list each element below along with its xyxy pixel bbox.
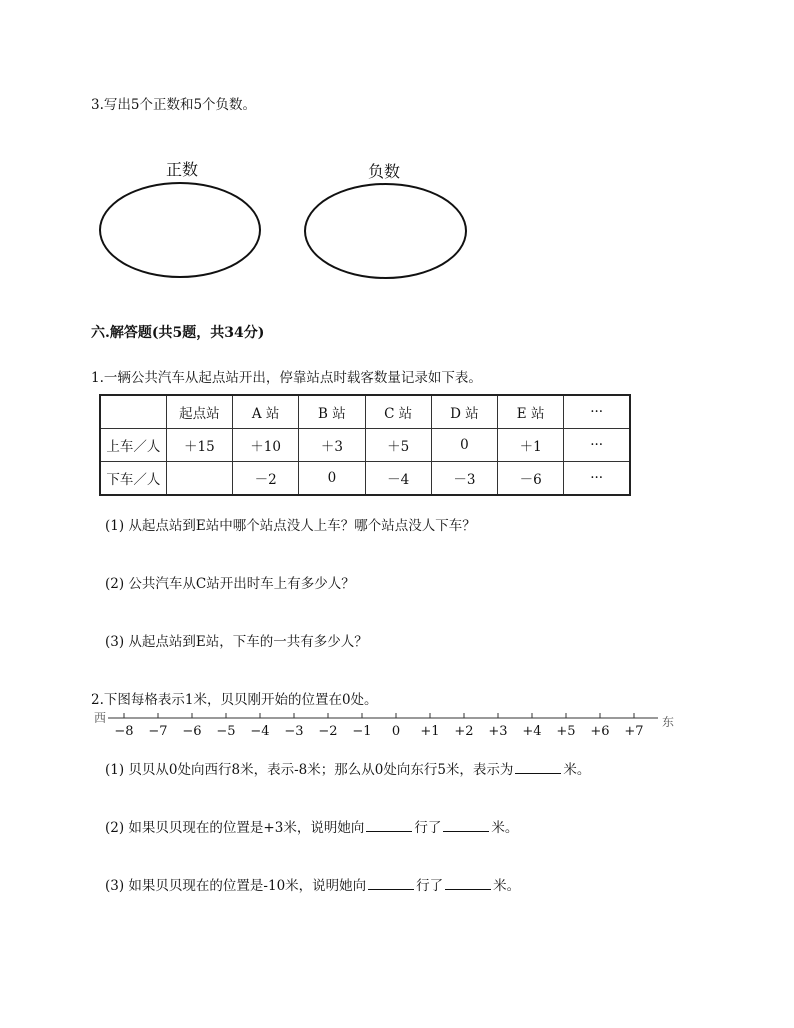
- table-cell: ···: [564, 462, 630, 496]
- problem-1-sub-1: (1) 从起点站到E站中哪个站点没人上车？哪个站点没人下车？: [105, 518, 476, 534]
- problem-2-sub-3-unit: 米。: [493, 878, 521, 894]
- table-cell: 上车／人: [100, 429, 166, 462]
- number-line-tick-label: +2: [454, 724, 474, 739]
- problem-1-sub-3: (3) 从起点站到E站，下车的一共有多少人？: [105, 634, 368, 650]
- table-cell: ···: [564, 395, 630, 429]
- number-line-tick-label: +5: [556, 724, 576, 739]
- table-cell: 起点站: [166, 395, 232, 429]
- number-line-tick-label: +6: [590, 724, 610, 739]
- problem-2-sub-2: [105, 816, 518, 836]
- table-cell: －3: [431, 462, 497, 496]
- number-line-tick-label: −7: [148, 724, 168, 739]
- problem-2-sub-2-mid: 行了: [414, 820, 442, 836]
- table-cell: B 站: [299, 395, 365, 429]
- table-cell: [100, 395, 166, 429]
- number-line-tick-label: −6: [182, 724, 202, 739]
- number-line-tick-label: −8: [114, 724, 134, 739]
- number-line-tick-label: −4: [250, 724, 270, 739]
- problem-2-sub-1-text: (1) 贝贝从0处向西行8米，表示-8米；那么从0处向东行5米，表示为: [105, 762, 514, 778]
- table-cell: －2: [233, 462, 299, 496]
- table-cell: ＋5: [365, 429, 431, 462]
- number-line-tick-label: +1: [420, 724, 440, 739]
- direction-blank[interactable]: [368, 877, 414, 890]
- table-row: [100, 462, 630, 496]
- number-line: [88, 706, 688, 746]
- negative-numbers-label: 负数: [368, 162, 401, 181]
- table-cell: －4: [365, 462, 431, 496]
- table-cell: ＋10: [233, 429, 299, 462]
- table-cell: －6: [498, 462, 564, 496]
- answer-blank[interactable]: [515, 761, 561, 774]
- table-cell: ＋3: [299, 429, 365, 462]
- table-row: [100, 429, 630, 462]
- table-header-row: [100, 395, 630, 429]
- problem-1-prompt: 1.一辆公共汽车从起点站开出，停靠站点时载客数量记录如下表。: [91, 370, 482, 386]
- table-cell: A 站: [233, 395, 299, 429]
- problem-2-sub-3: [105, 874, 520, 894]
- number-line-tick-label: −1: [352, 724, 372, 739]
- positive-numbers-ellipse[interactable]: [99, 182, 261, 278]
- number-line-tick-label: 0: [391, 724, 401, 739]
- problem-2-sub-3-mid: 行了: [416, 878, 444, 894]
- negative-numbers-ellipse[interactable]: [304, 183, 467, 279]
- east-label: 东: [662, 715, 675, 729]
- table-cell: ···: [564, 429, 630, 462]
- table-cell: 0: [431, 429, 497, 462]
- number-line-tick-label: −3: [284, 724, 304, 739]
- problem-2-sub-1: [105, 758, 590, 778]
- number-line-tick-label: −2: [318, 724, 338, 739]
- distance-blank[interactable]: [443, 819, 489, 832]
- positive-numbers-label: 正数: [166, 160, 199, 179]
- number-line-tick-label: +7: [624, 724, 644, 739]
- number-line-tick-label: −5: [216, 724, 236, 739]
- problem-2-sub-3-text: (3) 如果贝贝现在的位置是-10米，说明她向: [105, 878, 367, 894]
- table-cell: ＋1: [498, 429, 564, 462]
- table-cell: ＋15: [166, 429, 232, 462]
- problem-2-sub-1-unit: 米。: [563, 762, 591, 778]
- problem-2-prompt: 2.下图每格表示1米，贝贝刚开始的位置在0处。: [91, 692, 378, 708]
- direction-blank[interactable]: [366, 819, 412, 832]
- table-cell: D 站: [431, 395, 497, 429]
- number-line-tick-label: +3: [488, 724, 508, 739]
- west-label: 西: [94, 711, 107, 725]
- section-6-title: 六.解答题(共5题，共34分): [91, 325, 265, 341]
- problem-2-sub-2-unit: 米。: [491, 820, 519, 836]
- table-cell: 0: [299, 462, 365, 496]
- table-cell: [166, 462, 232, 496]
- problem-1-sub-2: (2) 公共汽车从C站开出时车上有多少人？: [105, 576, 355, 592]
- table-cell: E 站: [498, 395, 564, 429]
- table-cell: C 站: [365, 395, 431, 429]
- number-line-tick-label: +4: [522, 724, 542, 739]
- problem-2-sub-2-text: (2) 如果贝贝现在的位置是+3米，说明她向: [105, 820, 365, 836]
- table-cell: 下车／人: [100, 462, 166, 496]
- bus-passenger-table: [99, 394, 631, 496]
- question-3-prompt: 3.写出5个正数和5个负数。: [91, 97, 257, 113]
- distance-blank[interactable]: [445, 877, 491, 890]
- number-line-ticks: [114, 713, 643, 739]
